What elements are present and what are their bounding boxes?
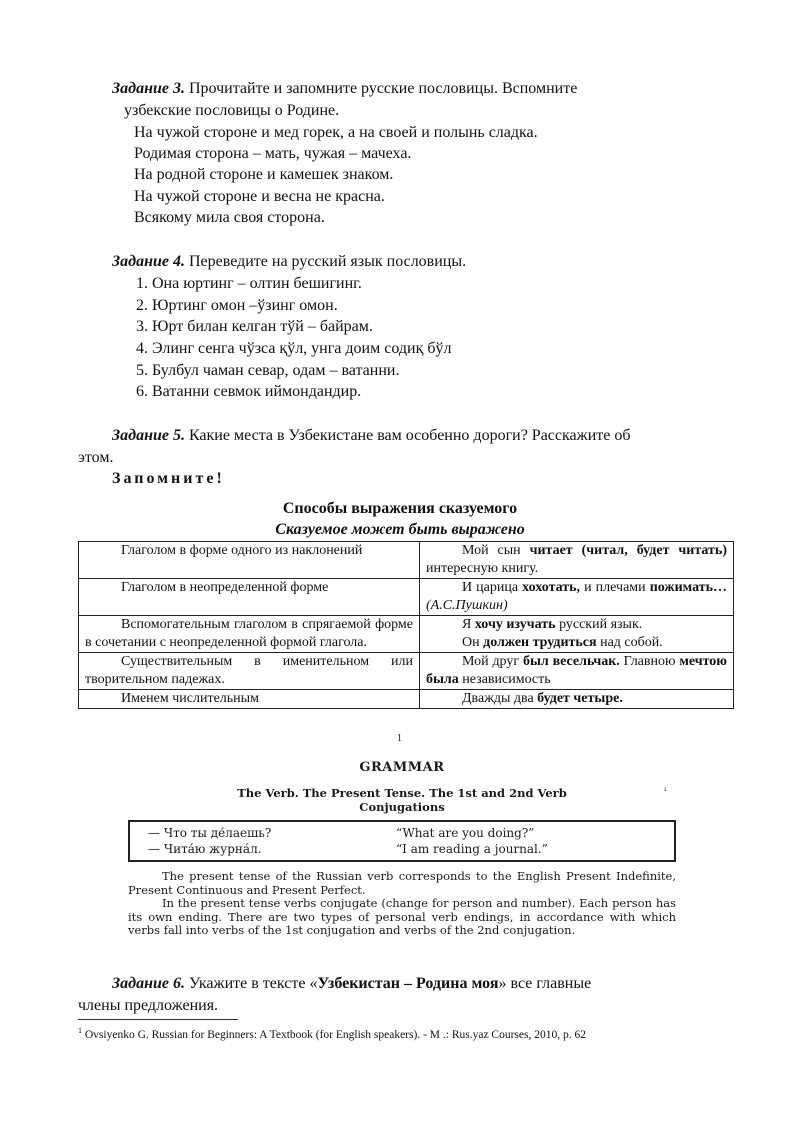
cell-text: Существительным в именительном или творительном падежах. (85, 654, 413, 687)
example-text: Мой сын (462, 543, 530, 558)
footnote (78, 1024, 586, 1042)
cell-text: Глаголом в форме одного из наклонений (121, 543, 363, 558)
table-row (79, 690, 734, 709)
task4-item-4: 4. Элинг сенга чўзса қўл, унга доим содиқ бўл (136, 340, 452, 357)
task4-item-1: 1. Она юртинг – олтин бешигинг. (136, 275, 362, 292)
page-number: 1 (397, 733, 402, 744)
grammar-paragraph-1: The present tense of the Russian verb corresponds to the English Present Indefinite, Present Continuous and Present Perfect. (128, 869, 676, 897)
table-cell (79, 579, 420, 616)
example-text: независимость (458, 672, 551, 687)
cell-text: Вспомогательным глаголом в спрягаемой форме в сочетании с неопределенной формой глагола. (85, 617, 413, 650)
dialog-ru-2: — Чита́ю журна́л. (148, 842, 262, 856)
task3-text-cont: узбекские пословицы о Родине. (124, 102, 340, 119)
table-cell (420, 579, 734, 616)
example-text: Он (462, 635, 484, 650)
example-text: Я (462, 617, 475, 632)
grammar-subtitle (128, 786, 676, 814)
task6-text: Укажите в тексте « (184, 975, 318, 992)
task4-item-6: 6. Ватанни севмок иймондандир. (136, 383, 362, 400)
example-text: и плечами (580, 580, 650, 595)
predicate-table (78, 541, 734, 709)
grammar-text (128, 870, 676, 938)
task3-label: Задание 3. (112, 80, 185, 97)
dialog-en-2: “I am reading a journal.” (396, 842, 548, 856)
grammar-subtitle-line2: Conjugations (359, 800, 445, 814)
table-row (79, 616, 734, 653)
grammar-paragraph-2: In the present tense verbs conjugate (change for person and number). Each person has its own ending. There are two types of personal verb endings, in accordance with which verbs fall into verbs of the 1st conjugation and verbs of the 2nd conjugation. (128, 896, 676, 937)
task6-bold: Узбекистан – Родина моя (317, 975, 499, 992)
example-bold: читает (читал, будет читать) (529, 543, 727, 558)
example-bold: хохотать, (522, 580, 581, 595)
example-text: Мой друг (462, 654, 523, 669)
remember-heading: Запомните! (112, 470, 225, 487)
dialog-ru-1: — Что ты де́лаешь? (148, 826, 272, 840)
table-cell (79, 616, 420, 653)
task5-heading (112, 425, 630, 446)
footnote-divider (78, 1019, 238, 1020)
task4-text: Переведите на русский язык пословицы. (184, 253, 467, 270)
table-cell (420, 653, 734, 690)
task4-item-2: 2. Юртинг омон –ўзинг омон. (136, 297, 338, 314)
proverb-4: На чужой стороне и весна не красна. (134, 188, 385, 205)
table-cell (420, 690, 734, 709)
proverb-3: На родной стороне и камешек знаком. (134, 166, 394, 183)
table-row (79, 579, 734, 616)
predicate-subtitle: Сказуемое может быть выражено (275, 521, 525, 538)
table-cell (79, 542, 420, 579)
grammar-title: GRAMMAR (359, 760, 445, 775)
proverb-1: На чужой стороне и мед горек, а на своей и полынь сладка. (134, 124, 538, 141)
task5-text: Какие места в Узбекистане вам особенно дороги? Расскажите об (184, 427, 631, 444)
task5-label: Задание 5. (112, 427, 185, 444)
dialog-en-1: “What are you doing?” (396, 826, 535, 840)
scan-mark: ¹ (664, 786, 667, 795)
grammar-subtitle-line1: The Verb. The Present Tense. The 1st and 2nd Verb (237, 786, 567, 800)
task6-heading (78, 973, 722, 994)
task6-text-end: » все главные (498, 975, 592, 992)
example-text: Главною (619, 654, 680, 669)
table-cell (79, 690, 420, 709)
table-row (79, 653, 734, 690)
example-bold: был весельчак. (522, 654, 620, 669)
example-bold: должен трудиться (483, 635, 597, 650)
example-bold: пожимать… (649, 580, 728, 595)
cell-text: Глаголом в неопределенной форме (121, 580, 329, 595)
footnote-text: Ovsiyenko G. Russian for Beginners: A Textbook (for English speakers). - M .: Rus.yaz Courses, 2010, p. 62 (82, 1028, 586, 1041)
dialog-box (128, 820, 676, 862)
task5-text-cont: этом. (78, 449, 114, 466)
proverb-2: Родимая сторона – мать, чужая – мачеха. (134, 145, 412, 162)
task3-heading (112, 78, 577, 99)
task4-label: Задание 4. (112, 253, 185, 270)
table-cell (79, 653, 420, 690)
example-text: русский язык. (555, 617, 643, 632)
example-text: интересную книгу. (426, 561, 539, 576)
table-cell (420, 542, 734, 579)
task6-text-cont: члены предложения. (78, 997, 219, 1014)
example-text: над собой. (596, 635, 663, 650)
example-bold: хочу изучать (474, 617, 556, 632)
task3-text: Прочитайте и запомните русские пословицы. Вспомните (184, 80, 578, 97)
task4-item-5: 5. Булбул чаман севар, одам – ватанни. (136, 362, 400, 379)
task6-label: Задание 6. (112, 975, 185, 992)
task4-item-3: 3. Юрт билан келган тўй – байрам. (136, 318, 373, 335)
grammar-excerpt (128, 760, 676, 938)
example-text: И царица (462, 580, 523, 595)
proverb-5: Всякому мила своя сторона. (134, 209, 325, 226)
example-author: (А.С.Пушкин) (426, 598, 508, 613)
task4-heading (112, 251, 466, 272)
predicate-title: Способы выражения сказуемого (282, 500, 518, 517)
example-text: Дважды два (462, 691, 538, 706)
example-bold: будет четыре. (537, 691, 623, 706)
cell-text: Именем числительным (121, 691, 259, 706)
table-cell (420, 616, 734, 653)
footnote-mark: 1 (78, 1026, 82, 1035)
table-row (79, 542, 734, 579)
example-bold: мечтою была (426, 654, 727, 687)
